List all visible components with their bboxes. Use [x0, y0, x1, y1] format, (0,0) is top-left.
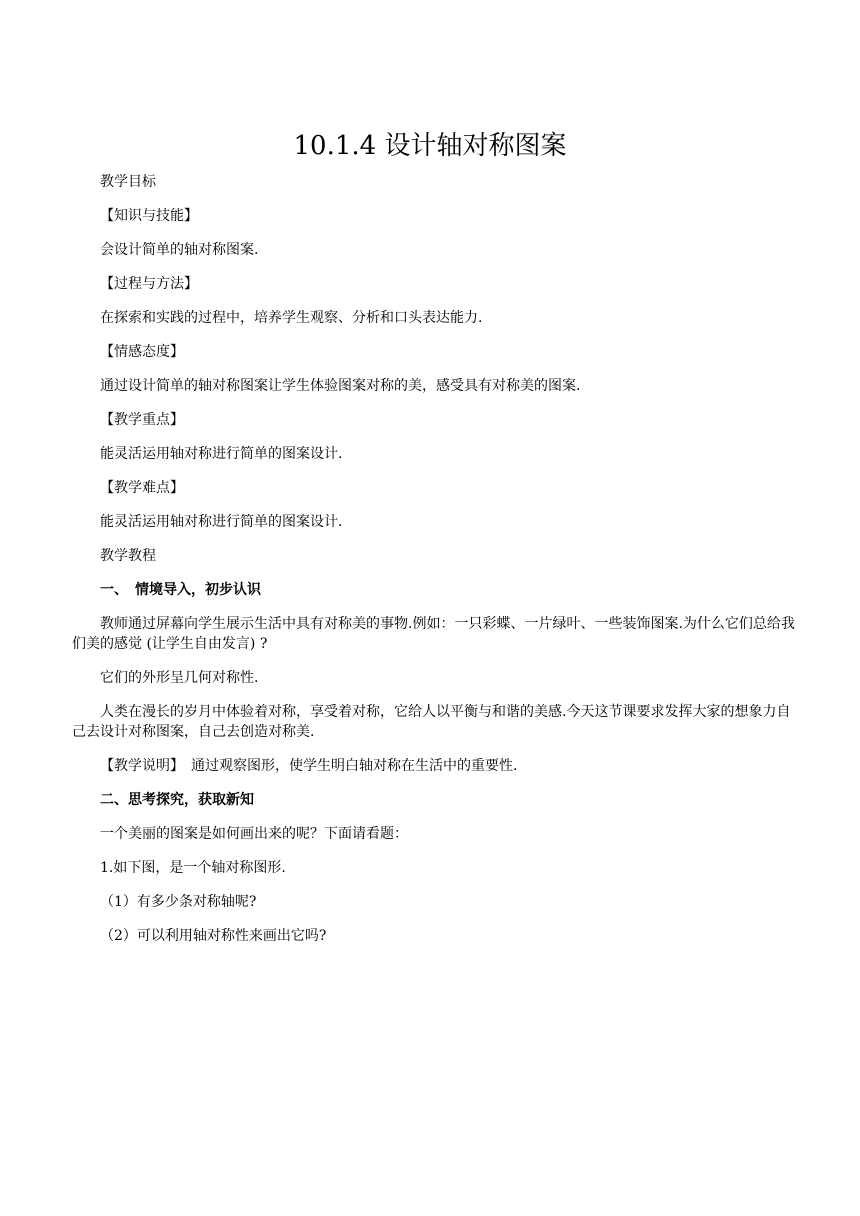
paragraph-process-method: 在探索和实践的过程中，培养学生观察、分析和口头表达能力. [100, 310, 483, 326]
paragraph-emotion-attitude: 通过设计简单的轴对称图案让学生体验图案对称的美，感受具有对称美的图案. [100, 378, 581, 394]
heading-process-method: 【过程与方法】 [100, 276, 198, 292]
heading-knowledge-skills: 【知识与技能】 [100, 208, 198, 224]
paragraph-teaching-goals: 教学目标 [100, 174, 156, 190]
paragraph-teaching-note: 【教学说明】 通过观察图形，使学生明白轴对称在生活中的重要性. [100, 758, 518, 774]
heading-teaching-process: 教学教程 [100, 548, 156, 564]
paragraph-intro-1: 教师通过屏幕向学生展示生活中具有对称美的事物.例如：一只彩蝶、一片绿叶、一些装饰图案.为什么它们总给我们美的感觉 (让学生自由发言) ? [72, 616, 795, 652]
section-heading-intro: 一、 情境导入，初步认识 [100, 582, 261, 598]
heading-emotion-attitude: 【情感态度】 [100, 344, 184, 360]
paragraph-question-1-a: （1）有多少条对称轴呢? [100, 894, 257, 910]
paragraph-question-1: 1.如下图，是一个轴对称图形. [100, 860, 286, 876]
paragraph-explore-1: 一个美丽的图案是如何画出来的呢？下面请看题： [100, 826, 408, 842]
paragraph-intro-3: 人类在漫长的岁月中体验着对称，享受着对称，它给人以平衡与和谐的美感.今天这节课要求发挥大家的想象力自己去设计对称图案，自己去创造对称美. [72, 704, 791, 740]
document-body [72, 172, 797, 960]
section-heading-explore: 二、思考探究，获取新知 [100, 792, 254, 808]
paragraph-difficult-points: 能灵活运用轴对称进行简单的图案设计. [100, 514, 343, 530]
paragraph-intro-2: 它们的外形呈几何对称性. [100, 670, 259, 686]
paragraph-key-points: 能灵活运用轴对称进行简单的图案设计. [100, 446, 343, 462]
paragraph-knowledge-skills: 会设计简单的轴对称图案. [100, 242, 259, 258]
paragraph-question-1-b: （2）可以利用轴对称性来画出它吗? [100, 928, 327, 944]
heading-key-points: 【教学重点】 [100, 412, 184, 428]
document-title: 10.1.4 设计轴对称图案 [293, 131, 567, 161]
heading-difficult-points: 【教学难点】 [100, 480, 184, 496]
